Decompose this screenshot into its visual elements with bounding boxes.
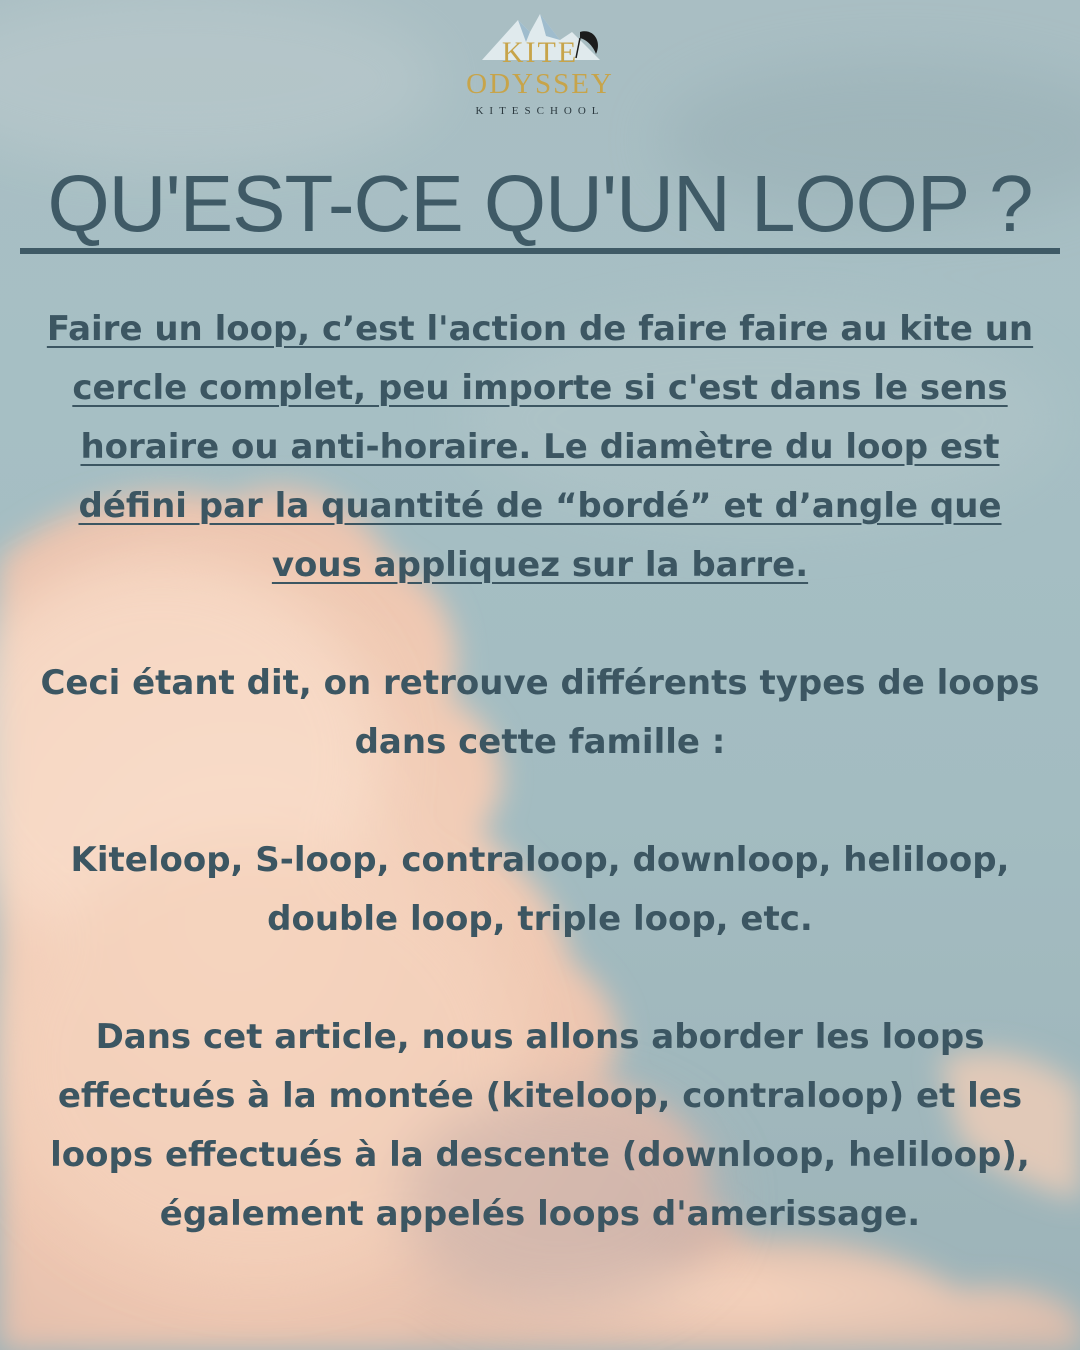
logo-kiteschool-text: KITESCHOOL — [475, 105, 605, 117]
kite-odyssey-logo — [0, 10, 1080, 120]
paragraph-types-intro: Ceci étant dit, on retrouve différents types de loops dans cette famille : — [40, 663, 1040, 762]
paragraph-article-scope: Dans cet article, nous allons aborder les loops effectués à la montée (kiteloop, contraloop) et les loops effectués à la descente (downloop, heliloop), également appelés loops d'amerissage. — [50, 1017, 1030, 1234]
paragraph-types-list: Kiteloop, S-loop, contraloop, downloop, heliloop, double loop, triple loop, etc. — [70, 840, 1010, 939]
paragraph-definition: Faire un loop, c’est l'action de faire faire au kite un cercle complet, peu importe si c'est dans le sens horaire ou anti-horaire. Le diamètre du loop est défini par la quantité de “bordé” et d’angle que vous appliquez sur la barre. — [46, 309, 1034, 585]
page-title: QU'EST-CE QU'UN LOOP ? — [20, 160, 1060, 254]
logo-kite-text: KITE — [501, 36, 579, 69]
logo-odyssey-text: ODYSSEY — [466, 68, 614, 100]
article-body — [30, 300, 1050, 1303]
